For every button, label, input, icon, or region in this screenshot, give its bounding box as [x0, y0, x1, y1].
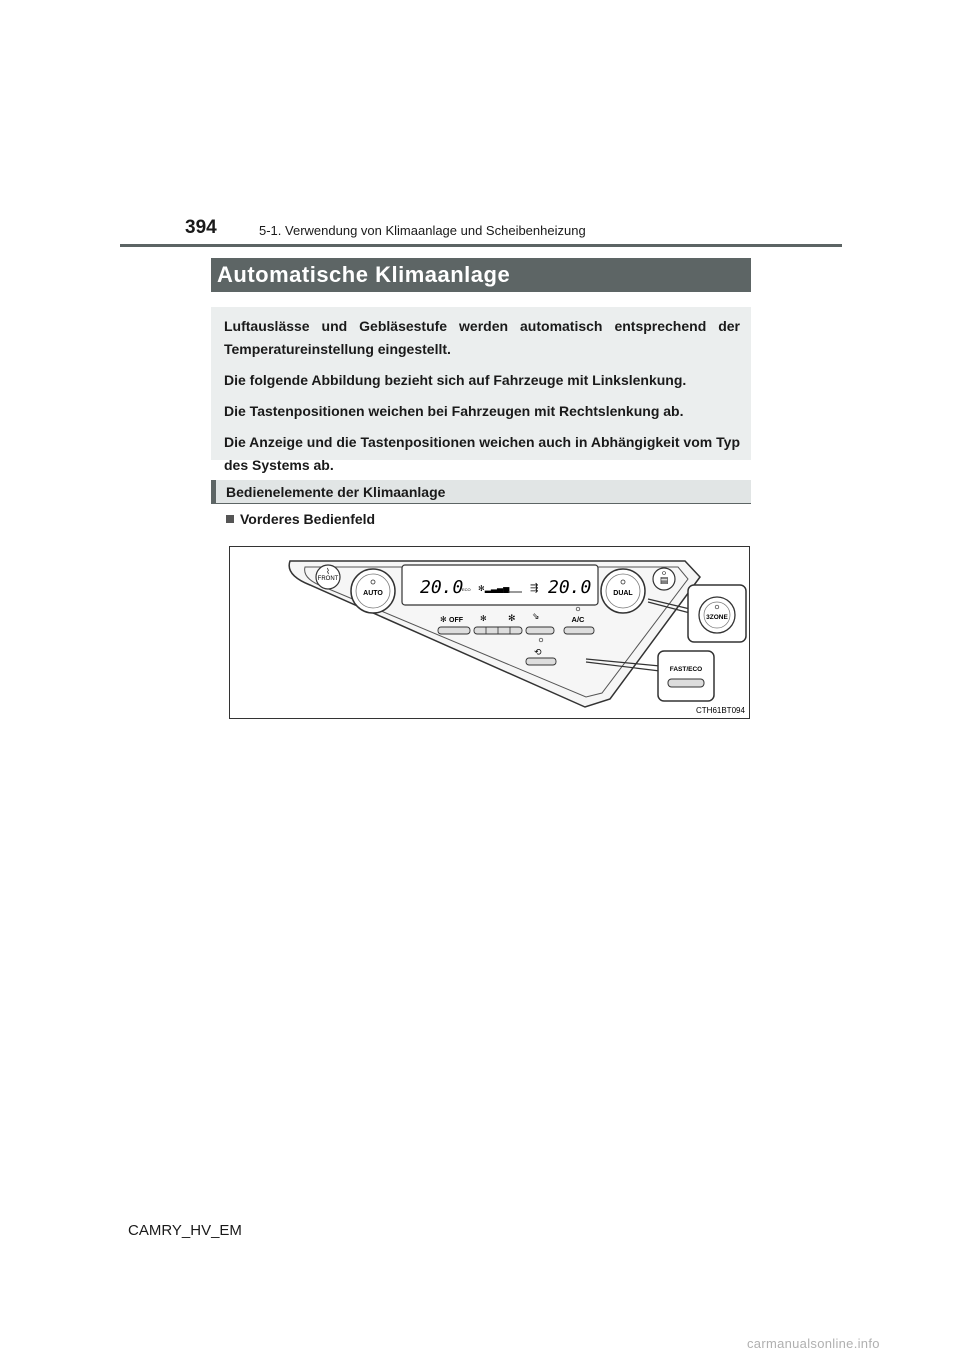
fan-off-icon: ✻ — [440, 615, 447, 624]
defroster-icon: ⌇ — [326, 567, 330, 576]
intro-paragraph: Die Anzeige und die Tastenpositionen weichen auch in Abhängigkeit vom Typ des Systems ab. — [224, 434, 740, 473]
footer-model-code: CAMRY_HV_EM — [128, 1222, 242, 1239]
right-temperature: 20.0 — [548, 577, 592, 598]
rear-defogger-icon: ▤ — [659, 576, 669, 586]
auto-label: AUTO — [363, 590, 383, 597]
control-panel-illustration — [230, 547, 749, 718]
header-rule — [120, 244, 842, 247]
fast-eco-callout-box — [658, 651, 714, 701]
fan-speed-icon: ✻▂▃▄▅ — [478, 584, 510, 593]
three-zone-label: 3ZONE — [706, 614, 728, 621]
intro-box — [211, 307, 751, 473]
off-label: OFF — [449, 617, 463, 624]
air-mode-button[interactable] — [526, 627, 554, 634]
intro-paragraph: Die Tastenpositionen weichen bei Fahrzeugen mit Rechtslenkung ab. — [224, 403, 684, 419]
fast-eco-button[interactable] — [668, 679, 704, 687]
air-mode-icon: ⇘ — [532, 612, 540, 622]
fan-down-icon: ✻ — [480, 614, 487, 623]
figure-code: CTH61BT094 — [696, 706, 745, 715]
intro-paragraph: Die folgende Abbildung bezieht sich auf Fahrzeuge mit Linkslenkung. — [224, 372, 687, 388]
fan-up-icon: ✻ — [508, 614, 516, 624]
eco-label: ECO — [462, 587, 471, 592]
left-temperature: 20.0 — [420, 577, 464, 598]
watermark: carmanualsonline.info — [747, 1336, 880, 1351]
recirculation-icon: ⟲ — [534, 648, 542, 658]
bullet-square-icon — [226, 515, 234, 523]
airflow-mode-icon: ⇶ — [530, 583, 539, 594]
section-title: Automatische Klimaanlage — [211, 258, 751, 292]
control-panel-figure — [229, 546, 750, 719]
ac-label: A/C — [571, 615, 585, 624]
fan-off-button[interactable] — [438, 627, 470, 634]
ac-button[interactable] — [564, 627, 594, 634]
intro-paragraph: Luftauslässe und Gebläsestufe werden automatisch entsprechend der Temperatureinstellung eingestellt. — [224, 318, 740, 357]
page-number: 394 — [185, 217, 217, 238]
chapter-title: 5-1. Verwendung von Klimaanlage und Scheibenheizung — [259, 223, 586, 238]
bullet-label: Vorderes Bedienfeld — [240, 511, 376, 527]
dual-label: DUAL — [613, 590, 633, 597]
front-label: FRONT — [317, 576, 339, 582]
fast-eco-label: FAST/ECO — [669, 666, 703, 673]
bullet-item — [226, 511, 375, 527]
subsection-title: Bedienelemente der Klimaanlage — [211, 480, 751, 504]
recirculation-button[interactable] — [526, 658, 556, 665]
